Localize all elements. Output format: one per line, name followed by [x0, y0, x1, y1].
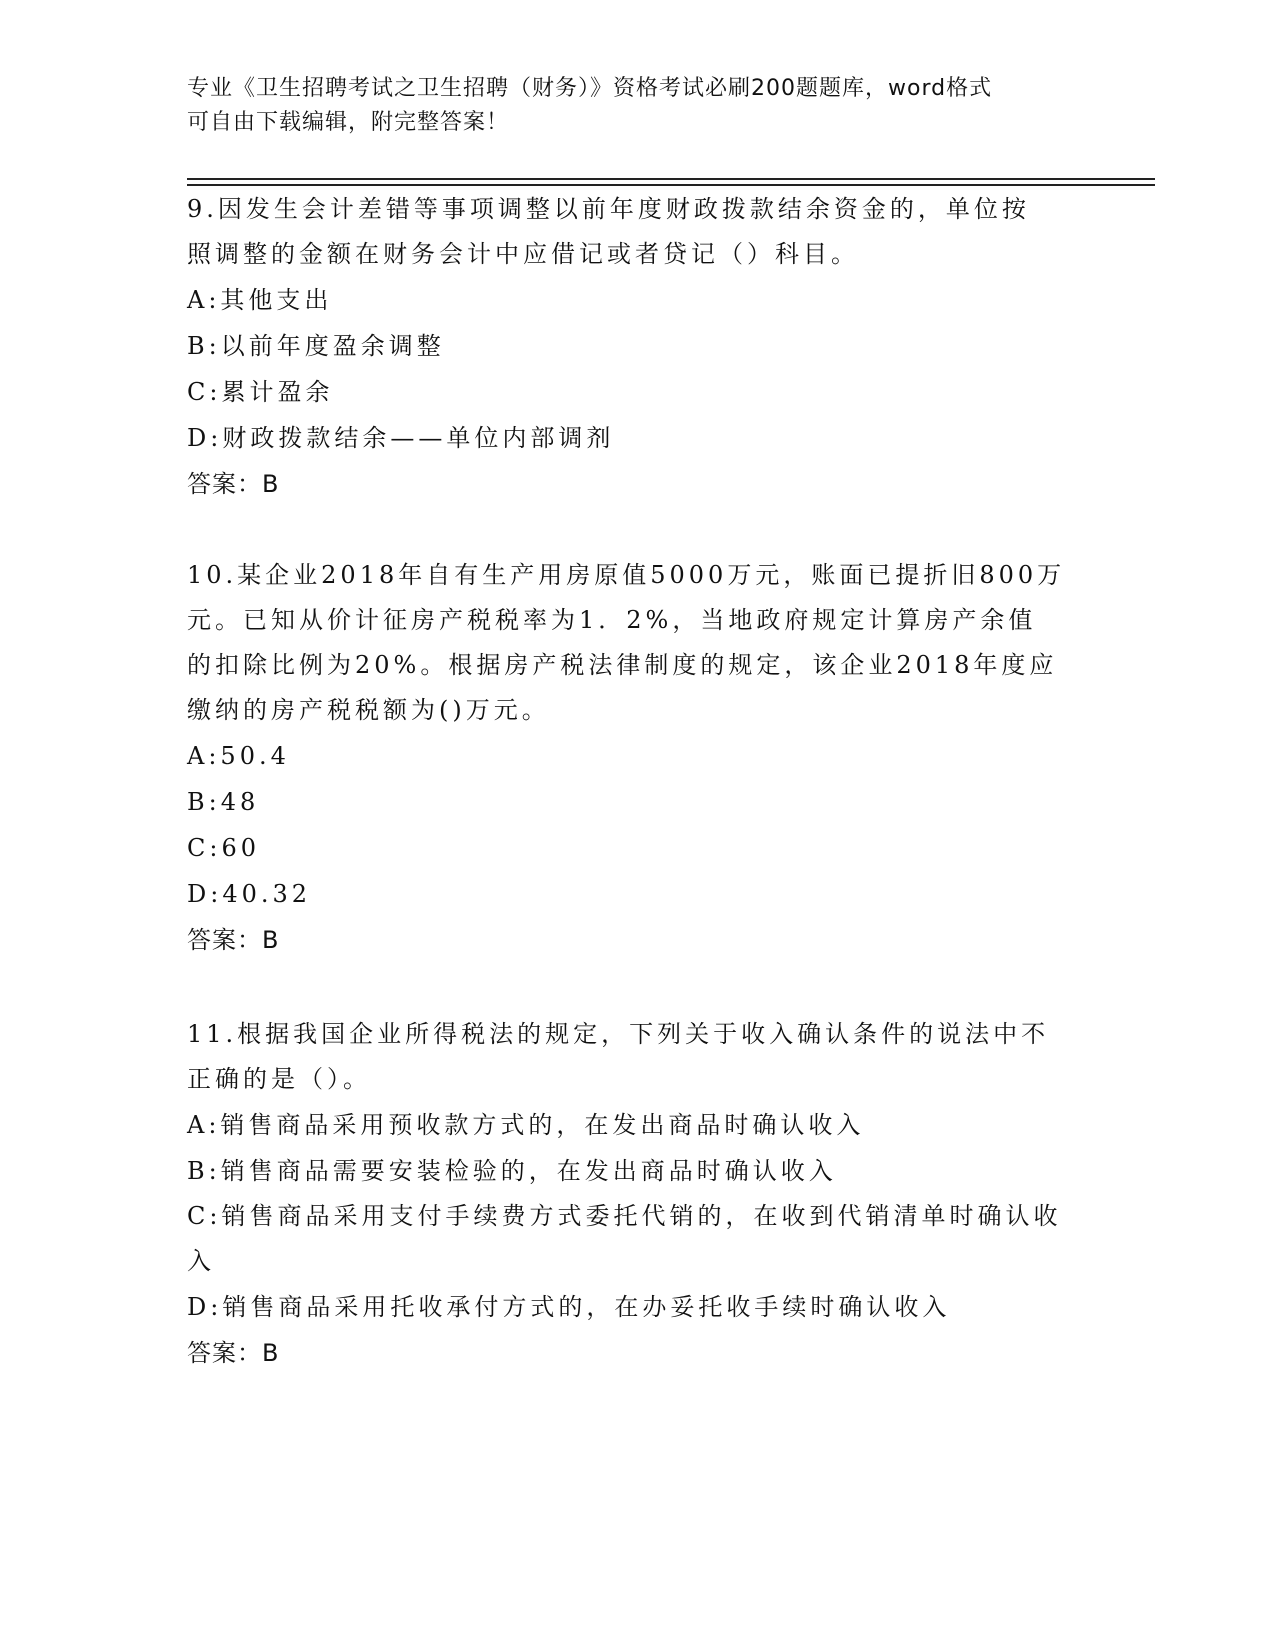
question-stem-line: 缴纳的房产税税额为()万元。: [187, 696, 550, 724]
option-b: B:48: [187, 788, 260, 816]
option-a: A:销售商品采用预收款方式的，在发出商品时确认收入: [187, 1111, 865, 1139]
question-stem-line: 照调整的金额在财务会计中应借记或者贷记（）科目。: [187, 240, 859, 268]
option-b: B:以前年度盈余调整: [187, 332, 445, 360]
option-c: C:累计盈余: [187, 378, 334, 406]
option-d: D:财政拨款结余——单位内部调剂: [187, 424, 615, 452]
question-stem-line: 正确的是（）。: [187, 1065, 371, 1093]
header-divider-top: [187, 178, 1155, 180]
question-stem-line: 9.因发生会计差错等事项调整以前年度财政拨款结余资金的，单位按: [187, 195, 1030, 223]
question-stem-line: 的扣除比例为20%。根据房产税法律制度的规定，该企业2018年度应: [187, 651, 1058, 679]
header-title-line-2: 可自由下载编辑，附完整答案！: [187, 110, 510, 135]
question-stem: [187, 1012, 1087, 1102]
option-c: C:销售商品采用支付手续费方式委托代销的，在收到代销清单时确认收入: [187, 1202, 1062, 1275]
header-divider-bottom: [187, 184, 1155, 186]
option-c: C:60: [187, 834, 260, 862]
option-a: A:50.4: [187, 742, 290, 770]
question-10: [187, 553, 1087, 963]
option-b: B:销售商品需要安装检验的，在发出商品时确认收入: [187, 1157, 837, 1185]
question-11: [187, 1012, 1087, 1376]
question-9: [187, 187, 1087, 507]
question-stem: [187, 187, 1087, 277]
answer-line: 答案：B: [187, 470, 280, 498]
document-header: [187, 72, 1067, 140]
option-d: D:40.32: [187, 880, 312, 908]
question-stem-line: 11.根据我国企业所得税法的规定，下列关于收入确认条件的说法中不: [187, 1020, 1050, 1048]
header-title-line-1: 专业《卫生招聘考试之卫生招聘（财务）》资格考试必刷200题题库，word格式: [187, 76, 993, 101]
answer-line: 答案：B: [187, 926, 280, 954]
option-d: D:销售商品采用托收承付方式的，在办妥托收手续时确认收入: [187, 1293, 951, 1321]
option-a: A:其他支出: [187, 286, 333, 314]
question-stem: [187, 553, 1087, 733]
answer-line: 答案：B: [187, 1339, 280, 1367]
question-stem-line: 元。已知从价计征房产税税率为1．2%，当地政府规定计算房产余值: [187, 606, 1037, 634]
question-stem-line: 10.某企业2018年自有生产用房原值5000万元，账面已提折旧800万: [187, 561, 1066, 589]
